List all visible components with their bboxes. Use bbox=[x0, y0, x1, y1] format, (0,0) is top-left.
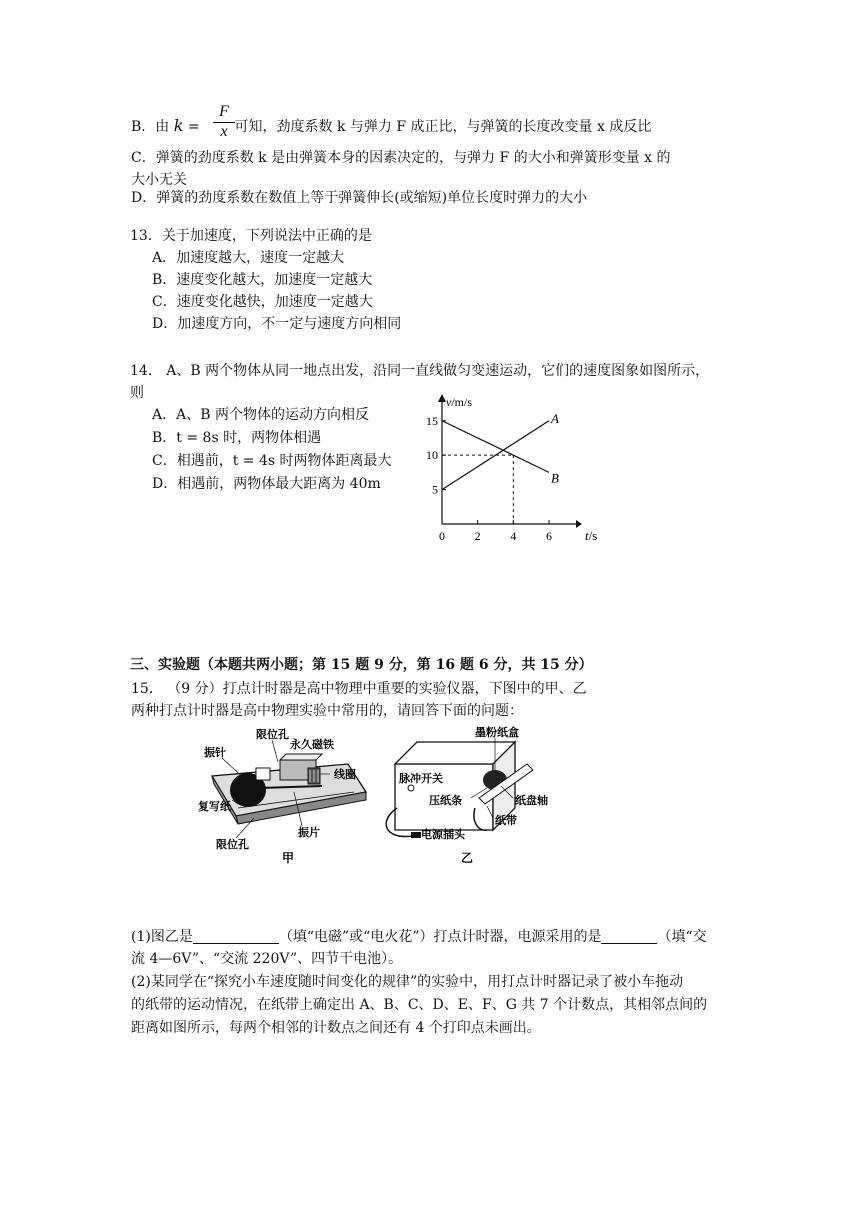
label-zhenzhen: 振针 bbox=[204, 747, 226, 759]
q15-part2-line1: (2)某同学在“探究小车速度随时间变化的规律”的实验中，用打点计时器记录了被小车拖动 bbox=[131, 974, 684, 990]
label-maichongkaiguan: 脉冲开关 bbox=[399, 773, 443, 785]
q13-option-d: D．加速度方向，不一定与速度方向相同 bbox=[152, 316, 402, 332]
label-zhipanzhou: 纸盘轴 bbox=[515, 795, 548, 807]
x-axis-arrow bbox=[576, 520, 582, 528]
q14-option-c: C．相遇前，t = 4s 时两物体距离最大 bbox=[152, 453, 392, 469]
x-tick-label-0: 0 bbox=[439, 529, 445, 543]
figure-yi-spark-timer bbox=[383, 724, 563, 864]
q14-option-a: A．A、B 两个物体的运动方向相反 bbox=[152, 407, 369, 423]
figure-jia-caption: 甲 bbox=[282, 851, 295, 864]
label-zhidai: 纸带 bbox=[495, 815, 517, 827]
formula-numerator: F bbox=[213, 103, 235, 123]
q12-option-d: D．弹簧的劲度系数在数值上等于弹簧伸长(或缩短)单位长度时弹力的大小 bbox=[131, 190, 588, 206]
formula-fraction bbox=[213, 103, 235, 141]
label-xianquan: 线圈 bbox=[334, 769, 356, 781]
series-line-A bbox=[442, 421, 549, 490]
formula-denominator: x bbox=[220, 123, 228, 140]
series-label-B: B bbox=[551, 470, 559, 486]
y-axis-arrow bbox=[438, 394, 446, 402]
q14-option-b: B．t = 8s 时，两物体相遇 bbox=[152, 430, 322, 446]
label-yazhitiao: 压纸条 bbox=[429, 795, 462, 807]
q15-part2-line2: 的纸带的运动情况，在纸带上确定出 A、B、C、D、E、F、G 共 7 个计数点，其相邻点间的 bbox=[131, 997, 708, 1013]
q15-part1-line1 bbox=[131, 927, 707, 947]
label-xianweikong-top: 限位孔 bbox=[256, 729, 289, 741]
label-yongjiucitie: 永久磁铁 bbox=[290, 739, 334, 751]
q13-stem: 13．关于加速度，下列说法中正确的是 bbox=[130, 228, 372, 244]
q15-part2-line3: 距离如图所示，每两个相邻的计数点之间还有 4 个打印点未画出。 bbox=[131, 1020, 541, 1036]
label-xianweikong-bottom: 限位孔 bbox=[216, 839, 249, 851]
x-tick-label-4: 4 bbox=[510, 529, 517, 543]
x-tick-label-6: 6 bbox=[546, 529, 552, 543]
q12-option-b-text: 可知，劲度系数 k 与弹力 F 成正比，与弹簧的长度改变量 x 成反比 bbox=[230, 119, 652, 135]
section3-heading: 三、实验题（本题共两小题；第 15 题 9 分，第 16 题 6 分，共 15 分） bbox=[130, 657, 593, 673]
q14-option-d: D．相遇前，两物体最大距离为 40m bbox=[152, 476, 381, 492]
x-axis-label: t/s bbox=[585, 528, 598, 543]
velocity-time-chart bbox=[410, 392, 610, 550]
q14-stem-line2: 则 bbox=[130, 385, 144, 401]
q15-part1-text-b: （填“电磁”或“电火花”）打点计时器，电源采用的是 bbox=[278, 929, 602, 945]
q13-option-a: A．加速度越大，速度一定越大 bbox=[152, 250, 345, 266]
label-fuxiezhi: 复写纸 bbox=[198, 801, 231, 813]
label-mofenzhihe: 墨粉纸盒 bbox=[475, 727, 519, 739]
formula-eq: = bbox=[183, 119, 205, 135]
formula-k: k bbox=[173, 116, 184, 135]
q13-option-b: B．速度变化越大，加速度一定越大 bbox=[152, 272, 373, 288]
q12-option-b bbox=[131, 116, 651, 137]
series-label-A: A bbox=[551, 410, 559, 426]
figure-jia-electromagnetic-timer bbox=[198, 724, 378, 864]
q12-option-b-prefix: B．由 bbox=[131, 119, 174, 135]
q15-stem-line1: 15． （9 分）打点计时器是高中物理中重要的实验仪器，下图中的甲、乙 bbox=[131, 681, 587, 697]
y-tick-label-10: 10 bbox=[426, 448, 438, 463]
y-tick-label-5: 5 bbox=[432, 482, 438, 497]
q15-part1-text-a: (1)图乙是 bbox=[131, 929, 193, 945]
answer-blank-timer-type[interactable] bbox=[193, 929, 279, 944]
series-line-B bbox=[442, 421, 549, 473]
q13-option-c: C．速度变化越快，加速度一定越大 bbox=[152, 294, 373, 310]
label-zhenpian: 振片 bbox=[298, 827, 320, 839]
q15-part1-line2: 流 4—6V”、“交流 220V”、四节干电池）。 bbox=[131, 951, 403, 967]
x-tick-label-2: 2 bbox=[474, 529, 481, 543]
q12-option-c-line2: 大小无关 bbox=[131, 172, 187, 188]
q14-stem-line1: 14． A、B 两个物体从同一地点出发，沿同一直线做匀变速运动，它们的速度图象如图所示， bbox=[130, 363, 710, 379]
label-dianyuanchatou: 电源插头 bbox=[421, 829, 465, 841]
q15-stem-line2: 两种打点计时器是高中物理实验中常用的，请回答下面的问题： bbox=[131, 703, 523, 719]
q12-option-c-line1: C．弹簧的劲度系数 k 是由弹簧本身的因素决定的，与弹力 F 的大小和弹簧形变量 x 的 bbox=[131, 150, 671, 166]
y-axis-label: v/m/s bbox=[446, 395, 472, 409]
y-tick-label-15: 15 bbox=[426, 413, 438, 428]
figure-yi-caption: 乙 bbox=[461, 851, 474, 864]
answer-blank-power-source[interactable] bbox=[601, 929, 657, 944]
q15-part1-text-c: （填“交 bbox=[657, 929, 707, 945]
